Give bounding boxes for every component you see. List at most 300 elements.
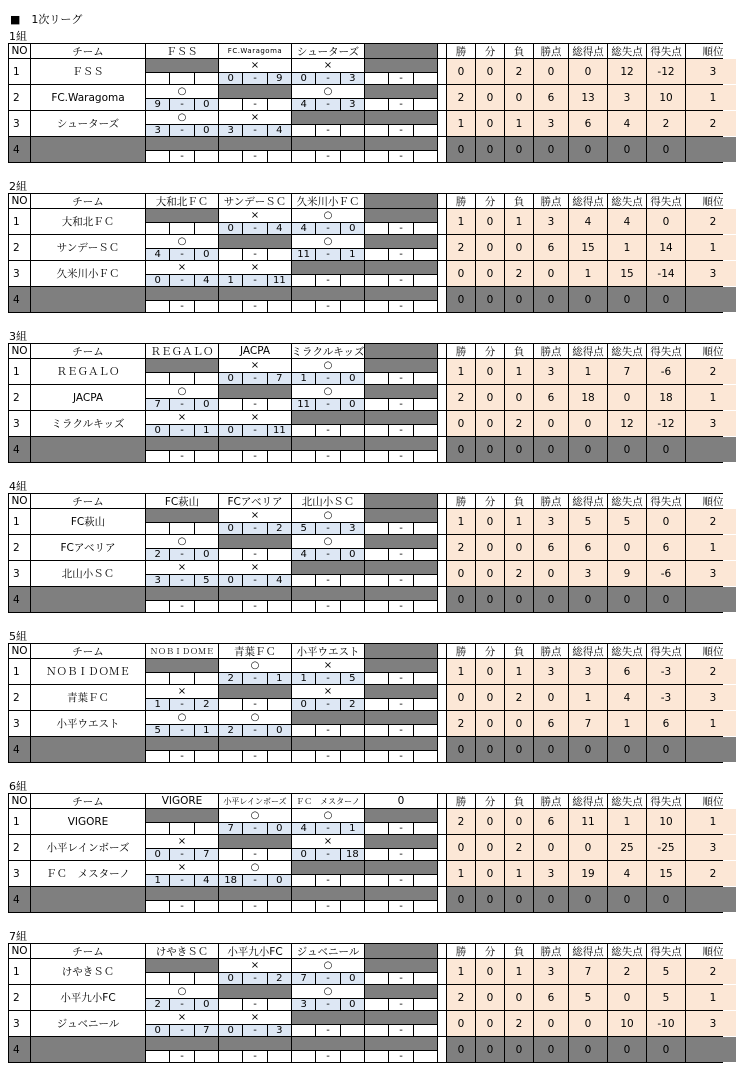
- score-against: [341, 575, 364, 586]
- match-cell: [365, 385, 437, 410]
- match-result: ○: [177, 111, 187, 123]
- team-name: シューターズ: [31, 111, 145, 136]
- match-cell: [146, 985, 218, 1010]
- match-cell: [146, 861, 218, 886]
- match-cell: [219, 59, 291, 84]
- stat-cell: 0: [647, 287, 685, 312]
- stat-header: 総得点: [569, 344, 607, 358]
- score-against: [414, 901, 437, 912]
- score-dash: -: [315, 575, 340, 586]
- score-against: 2: [203, 698, 210, 710]
- match-result: [365, 137, 437, 150]
- opponent-header: FCアベリア: [219, 494, 291, 508]
- row-number: 4: [9, 437, 30, 462]
- score-for: [219, 849, 242, 860]
- score-dash: -: [242, 425, 267, 436]
- stat-cell: 2: [686, 509, 736, 534]
- match-result: [219, 835, 291, 848]
- match-score: [219, 98, 291, 110]
- match-result: [365, 411, 437, 424]
- score-dash: -: [388, 73, 413, 84]
- score-dash: -: [169, 849, 194, 860]
- score-dash: -: [242, 399, 267, 410]
- opponent-header: FC.Waragoma: [219, 44, 291, 58]
- score-against: 7: [203, 848, 210, 860]
- stat-cell: 1: [505, 861, 533, 886]
- score-dash: -: [388, 99, 413, 110]
- score-dash: -: [242, 901, 267, 912]
- match-result: ○: [177, 235, 187, 247]
- match-cell: [146, 437, 218, 462]
- match-result: [365, 1037, 437, 1050]
- no-header: NO: [9, 344, 30, 358]
- score-dash: -: [388, 425, 413, 436]
- score-against: [414, 601, 437, 612]
- match-cell: [219, 959, 291, 984]
- score-against: [414, 673, 437, 684]
- score-for: 1: [300, 372, 307, 384]
- score-for: [146, 601, 169, 612]
- stat-cell: 0: [505, 587, 533, 612]
- match-cell: [365, 587, 437, 612]
- spacer-cell: [438, 209, 446, 234]
- stat-cell: -3: [647, 685, 685, 710]
- match-result: ○: [323, 209, 333, 221]
- match-cell: [292, 861, 364, 886]
- match-result: ○: [323, 959, 333, 971]
- stat-cell: [686, 437, 736, 462]
- stat-cell: [686, 1037, 736, 1062]
- score-for: [292, 901, 315, 912]
- team-name: VIGORE: [31, 809, 145, 834]
- match-score: [292, 300, 364, 312]
- score-against: [268, 849, 291, 860]
- match-result: [365, 711, 437, 724]
- spacer-cell: [438, 587, 446, 612]
- team-name: 小平九小FC: [31, 985, 145, 1010]
- match-result: ×: [250, 509, 260, 521]
- score-dash: -: [242, 73, 267, 84]
- match-result: [146, 959, 218, 972]
- stat-header: 分: [476, 494, 504, 508]
- stat-cell: 1: [569, 685, 607, 710]
- stat-cell: 0: [476, 59, 504, 84]
- stat-cell: 0: [476, 411, 504, 436]
- stat-cell: 0: [647, 137, 685, 162]
- row-number: 2: [9, 385, 30, 410]
- page-title: ■ 1次リーグ: [10, 13, 83, 26]
- stat-cell: 2: [686, 959, 736, 984]
- score-dash: -: [169, 549, 194, 560]
- stat-cell: 13: [569, 85, 607, 110]
- score-dash: -: [388, 973, 413, 984]
- team-header: チーム: [31, 794, 145, 808]
- stat-header: 負: [505, 44, 533, 58]
- match-result: [292, 711, 364, 724]
- score-against: [414, 223, 437, 234]
- stat-cell: 6: [534, 385, 568, 410]
- score-for: 1: [154, 874, 161, 886]
- stat-header: 分: [476, 44, 504, 58]
- match-cell: [219, 287, 291, 312]
- match-cell: [292, 85, 364, 110]
- stat-header: 勝: [447, 644, 475, 658]
- score-for: [146, 373, 169, 384]
- stat-cell: 3: [686, 59, 736, 84]
- row-number: 2: [9, 235, 30, 260]
- match-result: [365, 437, 437, 450]
- stat-cell: 0: [505, 437, 533, 462]
- spacer-cell: [438, 111, 446, 136]
- spacer-header: [438, 644, 446, 658]
- stat-cell: 0: [534, 887, 568, 912]
- team-name: FC.Waragoma: [31, 85, 145, 110]
- stat-cell: 1: [447, 509, 475, 534]
- match-result: [146, 737, 218, 750]
- match-score: [146, 398, 218, 410]
- group-table: [8, 943, 723, 1063]
- match-score: [292, 398, 364, 410]
- stat-cell: 0: [476, 287, 504, 312]
- match-cell: [292, 985, 364, 1010]
- score-against: 1: [203, 724, 210, 736]
- row-number: 2: [9, 685, 30, 710]
- stat-cell: 3: [686, 1011, 736, 1036]
- stat-cell: 0: [476, 809, 504, 834]
- stat-cell: 15: [608, 261, 646, 286]
- match-score: [365, 300, 437, 312]
- row-number: 3: [9, 261, 30, 286]
- stat-cell: 5: [569, 509, 607, 534]
- match-score: [219, 450, 291, 462]
- stat-cell: 2: [686, 111, 736, 136]
- stat-header: 総得点: [569, 644, 607, 658]
- score-against: [341, 275, 364, 286]
- match-score: [146, 972, 218, 984]
- match-score: [146, 450, 218, 462]
- stat-cell: 7: [608, 359, 646, 384]
- stat-cell: 0: [505, 535, 533, 560]
- match-result: ○: [250, 861, 260, 873]
- score-against: 3: [349, 98, 356, 110]
- match-cell: [146, 659, 218, 684]
- score-against: [341, 425, 364, 436]
- spacer-header: [438, 344, 446, 358]
- score-dash: -: [315, 849, 340, 860]
- stat-cell: 1: [569, 359, 607, 384]
- match-result: [146, 437, 218, 450]
- score-dash: -: [388, 849, 413, 860]
- score-against: [195, 301, 218, 312]
- stat-header: 順位: [686, 494, 736, 508]
- stat-cell: 0: [647, 587, 685, 612]
- spacer-cell: [438, 411, 446, 436]
- team-header: チーム: [31, 44, 145, 58]
- match-score: [292, 1024, 364, 1036]
- stat-header: 勝: [447, 194, 475, 208]
- match-score: [146, 822, 218, 834]
- match-score: [292, 600, 364, 612]
- score-dash: -: [242, 601, 267, 612]
- match-cell: [146, 587, 218, 612]
- score-for: [146, 73, 169, 84]
- score-for: [365, 751, 388, 762]
- score-against: 5: [349, 672, 356, 684]
- match-cell: [146, 235, 218, 260]
- stat-cell: 0: [505, 85, 533, 110]
- score-for: [365, 699, 388, 710]
- stat-cell: 0: [476, 1037, 504, 1062]
- spacer-cell: [438, 59, 446, 84]
- match-cell: [292, 359, 364, 384]
- match-result: [146, 509, 218, 522]
- stat-cell: 0: [476, 535, 504, 560]
- no-header: NO: [9, 44, 30, 58]
- match-result: ○: [323, 985, 333, 997]
- match-score: [365, 822, 437, 834]
- match-score: [219, 72, 291, 84]
- match-cell: [219, 561, 291, 586]
- score-dash: -: [169, 99, 194, 110]
- match-cell: [219, 385, 291, 410]
- match-cell: [292, 587, 364, 612]
- match-score: [292, 372, 364, 384]
- score-for: 18: [224, 874, 238, 886]
- stat-cell: 0: [505, 711, 533, 736]
- stat-header: 分: [476, 644, 504, 658]
- score-against: 7: [203, 1024, 210, 1036]
- match-score: [219, 998, 291, 1010]
- match-cell: [292, 835, 364, 860]
- spacer-cell: [438, 685, 446, 710]
- score-for: 2: [227, 724, 234, 736]
- stat-cell: 1: [447, 209, 475, 234]
- score-dash: -: [169, 725, 194, 736]
- match-result: ○: [177, 711, 187, 723]
- score-against: 0: [203, 124, 210, 136]
- match-score: [292, 522, 364, 534]
- score-against: [268, 451, 291, 462]
- score-for: [146, 151, 169, 162]
- match-score: [219, 274, 291, 286]
- stat-header: 勝点: [534, 944, 568, 958]
- score-against: [341, 875, 364, 886]
- spacer-header: [438, 44, 446, 58]
- score-dash: -: [388, 275, 413, 286]
- score-dash: -: [315, 73, 340, 84]
- stat-cell: 0: [476, 737, 504, 762]
- stat-cell: 2: [447, 535, 475, 560]
- score-for: 0: [300, 848, 307, 860]
- score-dash: -: [242, 451, 267, 462]
- stat-cell: 2: [505, 411, 533, 436]
- stat-cell: 4: [608, 209, 646, 234]
- match-cell: [146, 209, 218, 234]
- match-result: ×: [323, 685, 333, 697]
- score-against: 0: [349, 222, 356, 234]
- score-for: [365, 275, 388, 286]
- match-result: ○: [250, 711, 260, 723]
- stat-cell: 12: [608, 411, 646, 436]
- match-score: [146, 522, 218, 534]
- opponent-header: JACPA: [219, 344, 291, 358]
- match-score: [365, 522, 437, 534]
- team-name: 小平レインボーズ: [31, 835, 145, 860]
- match-result: ○: [323, 385, 333, 397]
- score-dash: -: [242, 249, 267, 260]
- score-for: 0: [154, 1024, 161, 1036]
- score-for: [292, 451, 315, 462]
- match-score: [365, 998, 437, 1010]
- score-against: 2: [276, 522, 283, 534]
- score-for: [365, 249, 388, 260]
- score-for: 11: [297, 248, 311, 260]
- match-cell: [146, 509, 218, 534]
- score-against: [195, 223, 218, 234]
- row-number: 4: [9, 287, 30, 312]
- match-cell: [146, 737, 218, 762]
- match-cell: [365, 59, 437, 84]
- score-against: [414, 301, 437, 312]
- stat-cell: 1: [505, 959, 533, 984]
- score-dash: -: [388, 751, 413, 762]
- match-result: ×: [250, 111, 260, 123]
- score-for: [292, 151, 315, 162]
- stat-header: 総得点: [569, 194, 607, 208]
- spacer-cell: [438, 359, 446, 384]
- stat-cell: 3: [608, 85, 646, 110]
- match-score: [146, 72, 218, 84]
- stat-cell: 0: [569, 1037, 607, 1062]
- stat-header: 分: [476, 194, 504, 208]
- stat-cell: 0: [476, 437, 504, 462]
- row-number: 2: [9, 535, 30, 560]
- match-result: [365, 111, 437, 124]
- score-for: [219, 999, 242, 1010]
- match-score: [146, 900, 218, 912]
- stat-cell: 0: [476, 261, 504, 286]
- score-against: [414, 249, 437, 260]
- match-cell: [146, 685, 218, 710]
- match-result: [219, 85, 291, 98]
- score-against: [268, 1051, 291, 1062]
- spacer-cell: [438, 1037, 446, 1062]
- stat-cell: 3: [534, 111, 568, 136]
- stat-cell: 2: [505, 561, 533, 586]
- score-for: 5: [154, 724, 161, 736]
- score-for: 3: [300, 998, 307, 1010]
- score-dash: [169, 523, 194, 534]
- score-dash: -: [315, 601, 340, 612]
- score-for: 1: [154, 698, 161, 710]
- score-for: [365, 151, 388, 162]
- stat-cell: 2: [647, 111, 685, 136]
- score-against: [414, 725, 437, 736]
- stat-cell: [686, 587, 736, 612]
- match-cell: [292, 809, 364, 834]
- score-for: [219, 601, 242, 612]
- stat-cell: 7: [569, 959, 607, 984]
- score-for: [146, 1051, 169, 1062]
- match-score: [146, 698, 218, 710]
- match-score: [365, 98, 437, 110]
- spacer-header: [438, 194, 446, 208]
- stat-cell: 3: [534, 209, 568, 234]
- stat-cell: 0: [608, 587, 646, 612]
- stat-cell: 11: [569, 809, 607, 834]
- stat-cell: 7: [569, 711, 607, 736]
- match-score: [292, 822, 364, 834]
- score-dash: -: [315, 549, 340, 560]
- score-against: [195, 901, 218, 912]
- row-number: 3: [9, 561, 30, 586]
- stat-cell: 10: [647, 85, 685, 110]
- row-number: 2: [9, 835, 30, 860]
- score-for: [365, 399, 388, 410]
- score-dash: [169, 973, 194, 984]
- match-cell: [365, 411, 437, 436]
- score-dash: -: [315, 999, 340, 1010]
- group-table: [8, 793, 723, 913]
- score-against: 4: [276, 222, 283, 234]
- score-against: [414, 823, 437, 834]
- score-against: [268, 249, 291, 260]
- match-score: [292, 972, 364, 984]
- score-against: [195, 151, 218, 162]
- stat-cell: 6: [647, 535, 685, 560]
- score-for: [219, 901, 242, 912]
- stat-cell: 2: [686, 209, 736, 234]
- stat-cell: 15: [569, 235, 607, 260]
- opponent-header: [365, 944, 437, 958]
- match-cell: [146, 111, 218, 136]
- score-against: [414, 1051, 437, 1062]
- match-result: [219, 887, 291, 900]
- score-dash: -: [242, 1051, 267, 1062]
- match-cell: [146, 261, 218, 286]
- score-against: [341, 601, 364, 612]
- score-dash: -: [388, 1025, 413, 1036]
- stat-cell: -10: [647, 1011, 685, 1036]
- match-score: [292, 874, 364, 886]
- stat-cell: 0: [447, 835, 475, 860]
- match-score: [292, 222, 364, 234]
- score-dash: [169, 823, 194, 834]
- score-against: [195, 973, 218, 984]
- stat-cell: 1: [686, 985, 736, 1010]
- row-number: 1: [9, 209, 30, 234]
- match-cell: [219, 261, 291, 286]
- stat-cell: -3: [647, 659, 685, 684]
- score-for: [365, 1051, 388, 1062]
- score-dash: [169, 373, 194, 384]
- opponent-header: [365, 494, 437, 508]
- stat-cell: 0: [569, 835, 607, 860]
- opponent-header: 0: [365, 794, 437, 808]
- match-cell: [146, 385, 218, 410]
- stat-cell: 2: [505, 835, 533, 860]
- match-result: [146, 287, 218, 300]
- stat-cell: 0: [534, 1011, 568, 1036]
- stat-cell: 0: [505, 985, 533, 1010]
- match-score: [365, 150, 437, 162]
- match-result: ○: [177, 385, 187, 397]
- match-result: [292, 887, 364, 900]
- match-result: [146, 887, 218, 900]
- match-cell: [219, 861, 291, 886]
- spacer-cell: [438, 809, 446, 834]
- match-cell: [365, 835, 437, 860]
